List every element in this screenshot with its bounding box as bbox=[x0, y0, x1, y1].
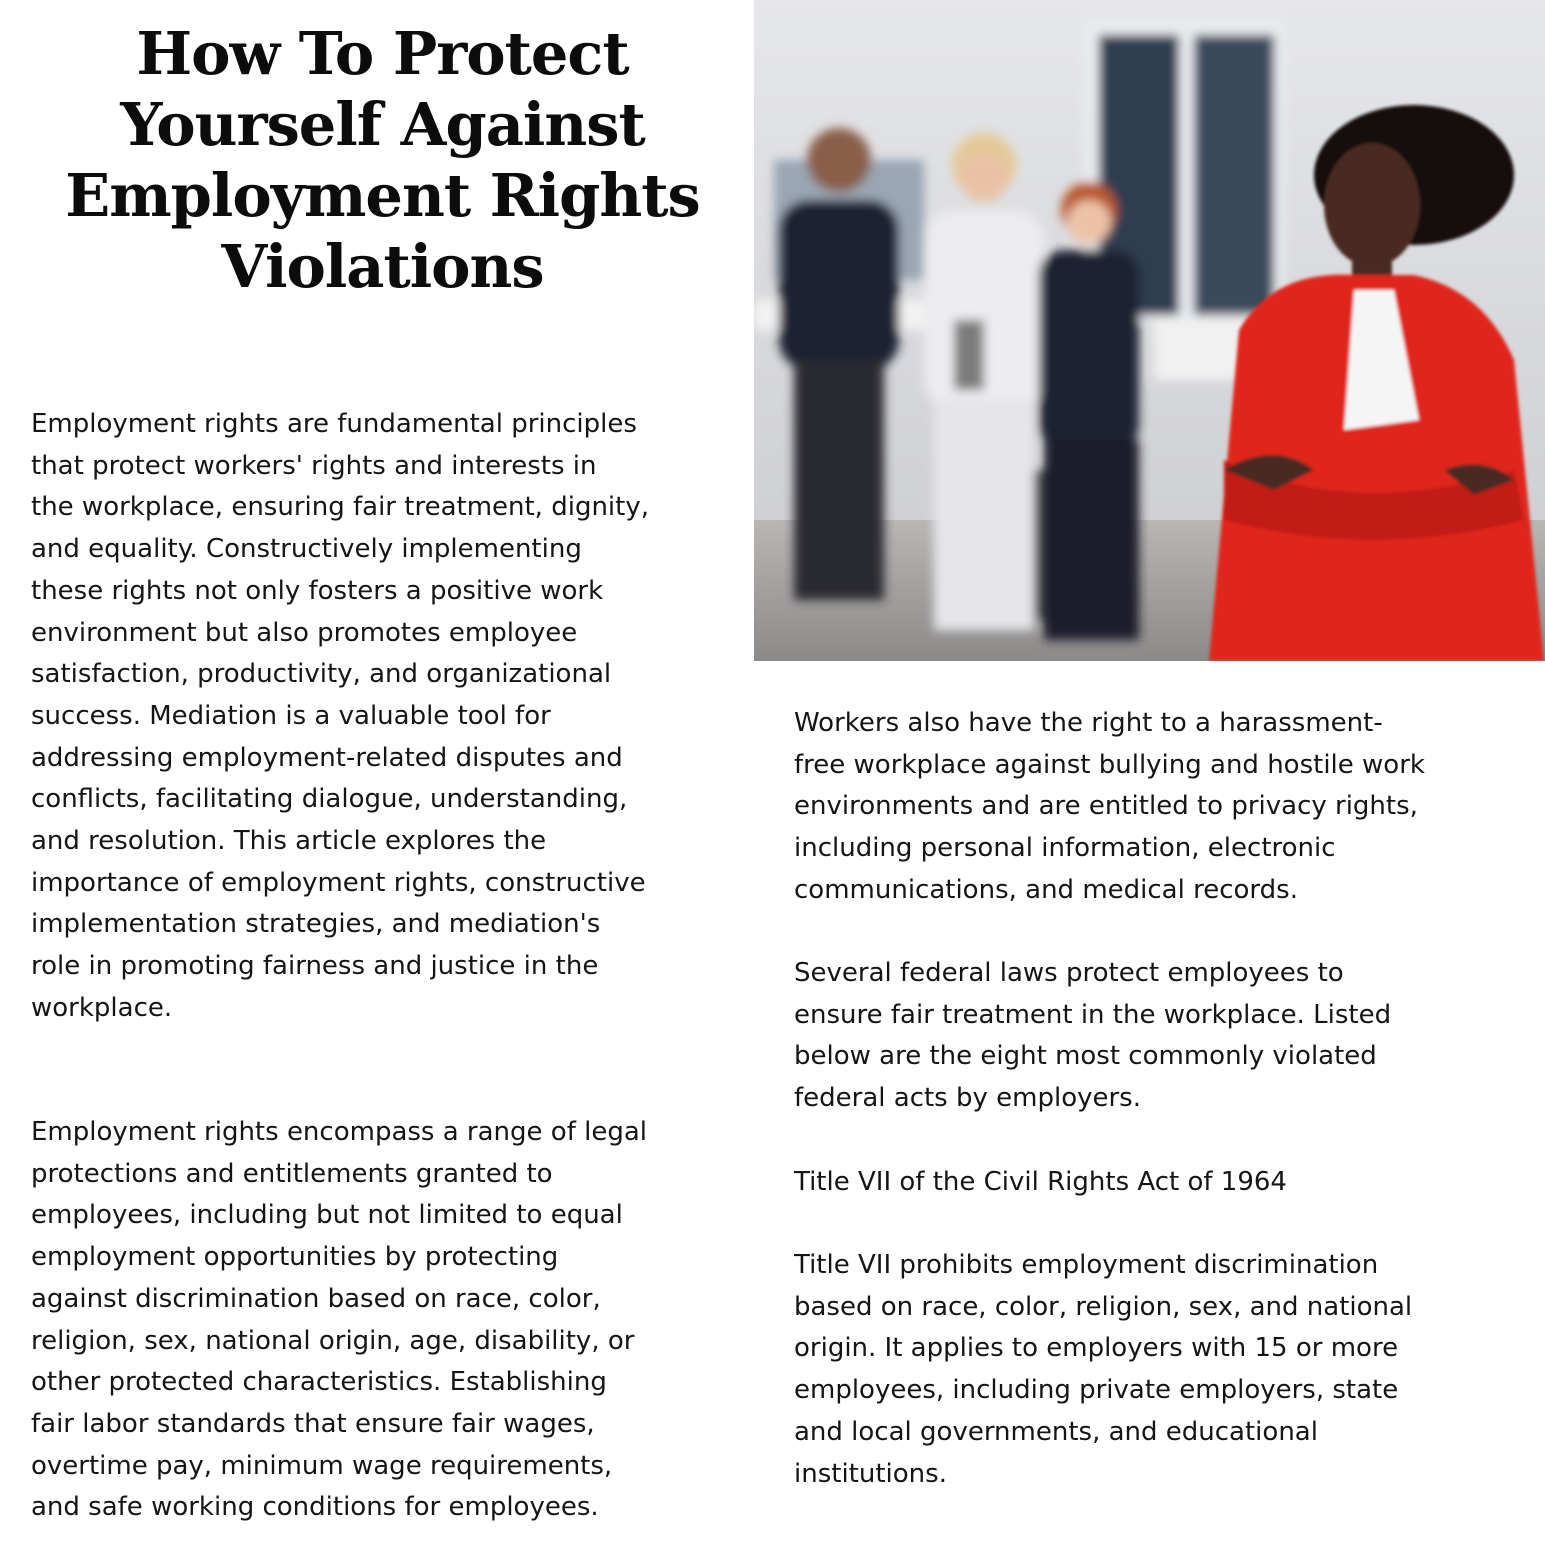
article-title bbox=[20, 18, 745, 302]
photo-illustration bbox=[754, 0, 1545, 661]
title-vii-heading: Title VII of the Civil Rights Act of 1964 bbox=[794, 1167, 1287, 1197]
title-line-3: Employment Rights bbox=[65, 161, 700, 230]
federal-laws-paragraph: Several federal laws protect employees to ensure fair treatment in the workplace. Listed below are the eight most commonly violated federal acts by employers. bbox=[794, 958, 1392, 1114]
title-line-2: Yourself Against bbox=[120, 90, 645, 159]
office-workers-photo bbox=[754, 0, 1545, 661]
intro-paragraph: Employment rights are fundamental principles that protect workers' rights and interests in the workplace, ensuring fair treatment, dignity, and equality. Constructively implementing these rights not only fosters a positive work environment but also promotes employee satisfaction, productivity, and organizational success. Mediation is a valuable tool for addressing employment-related disputes and conflicts, facilitating dialogue, understanding, and resolution. This article explores the importance of employment rights, constructive implementation strategies, and mediation's role in promoting fairness and justice in the workplace. bbox=[31, 409, 649, 1023]
title-vii-paragraph: Title VII prohibits employment discrimination based on race, color, religion, sex, and national origin. It applies to employers with 15 or more employees, including private employers, state and local governments, and educational institutions. bbox=[794, 1250, 1413, 1489]
harassment-paragraph: Workers also have the right to a harassment- free workplace against bullying and hostile work environments and are entitled to privacy rights, including personal information, electronic communications, and medical records. bbox=[794, 708, 1425, 905]
rights-paragraph: Employment rights encompass a range of legal protections and entitlements granted to employees, including but not limited to equal employment opportunities by protecting against discrimination based on race, color, religion, sex, national origin, age, disability, or other protected characteristics. Establishing fair labor standards that ensure fair wages, overtime pay, minimum wage requirements, and safe working conditions for employees. bbox=[31, 1117, 648, 1523]
title-line-1: How To Protect bbox=[136, 19, 629, 88]
title-line-4: Violations bbox=[221, 232, 544, 301]
